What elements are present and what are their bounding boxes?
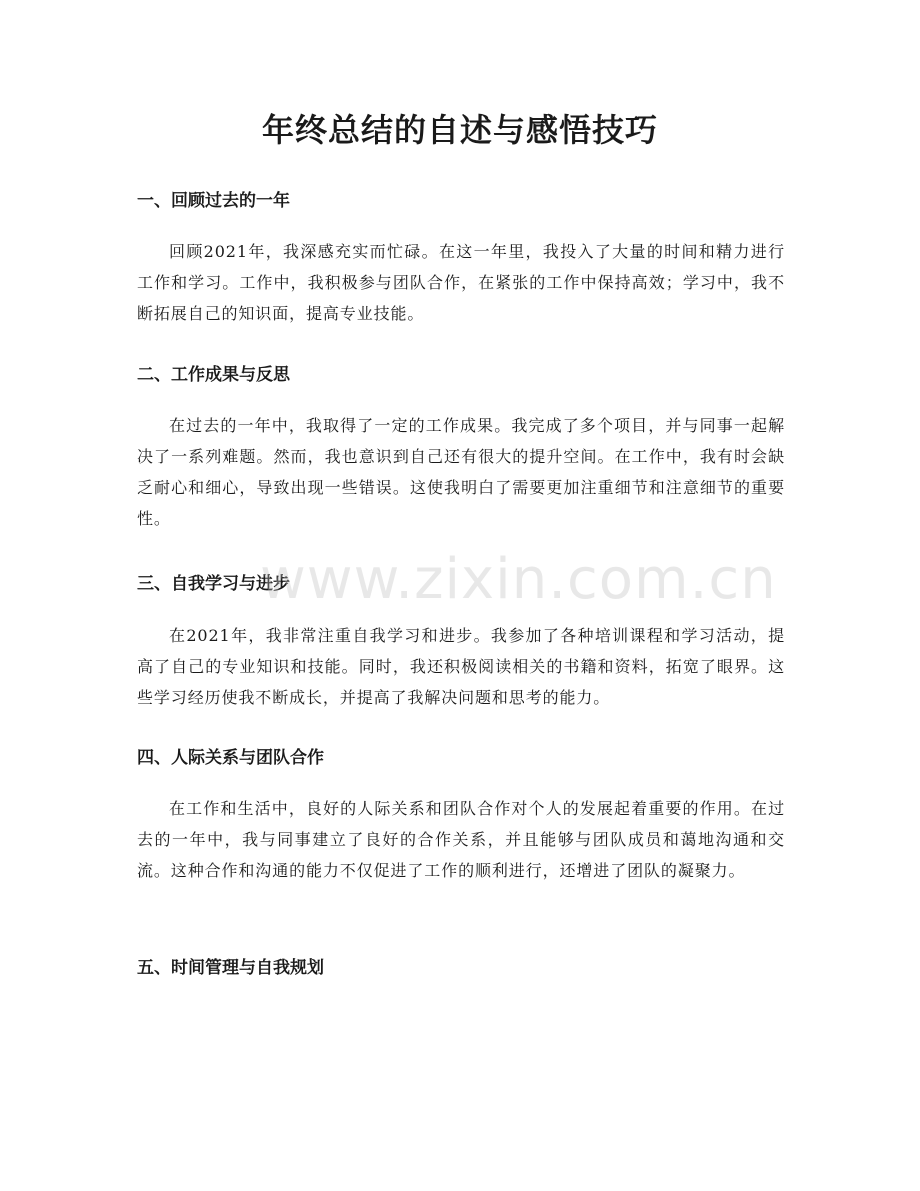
section-heading-3: 三、自我学习与进步 bbox=[137, 574, 290, 594]
section-paragraph-2: 在过去的一年中，我取得了一定的工作成果。我完成了多个项目，并与同事一起解决了一系列难题。然而，我也意识到自己还有很大的提升空间。在工作中，我有时会缺乏耐心和细心，导致出现一些错误。这使我明白了需要更加注重细节和注意细节的重要性。 bbox=[137, 416, 785, 528]
document-title: 年终总结的自述与感悟技巧 bbox=[261, 111, 658, 149]
section-heading-2: 二、工作成果与反思 bbox=[137, 365, 290, 385]
section-heading-5: 五、时间管理与自我规划 bbox=[137, 958, 324, 978]
section-paragraph-4: 在工作和生活中，良好的人际关系和团队合作对个人的发展起着重要的作用。在过去的一年中，我与同事建立了良好的合作关系，并且能够与团队成员和蔼地沟通和交流。这种合作和沟通的能力不仅促进了工作的顺利进行，还增进了团队的凝聚力。 bbox=[137, 799, 785, 880]
section-heading-4: 四、人际关系与团队合作 bbox=[137, 748, 324, 768]
section-paragraph-1: 回顾2021年，我深感充实而忙碌。在这一年里，我投入了大量的时间和精力进行工作和学习。工作中，我积极参与团队合作，在紧张的工作中保持高效；学习中，我不断拓展自己的知识面，提高专业技能。 bbox=[137, 242, 785, 323]
section-heading-1: 一、回顾过去的一年 bbox=[137, 191, 290, 211]
watermark-text: www.zixin.com.cn bbox=[260, 547, 777, 612]
section-paragraph-3: 在2021年，我非常注重自我学习和进步。我参加了各种培训课程和学习活动，提高了自己的专业知识和技能。同时，我还积极阅读相关的书籍和资料，拓宽了眼界。这些学习经历使我不断成长，并提高了我解决问题和思考的能力。 bbox=[137, 626, 785, 707]
